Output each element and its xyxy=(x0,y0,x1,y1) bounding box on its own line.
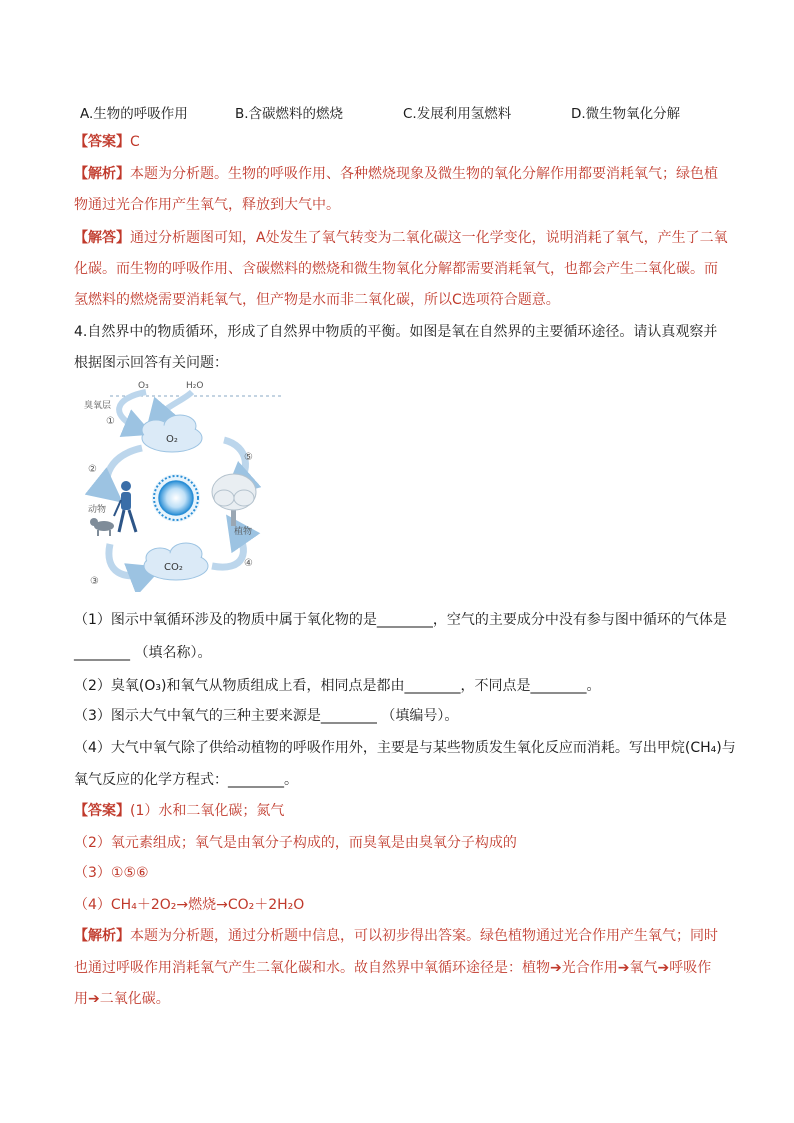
o2-cloud xyxy=(142,415,202,452)
answer-value: C xyxy=(130,134,140,150)
co2-cloud xyxy=(144,543,208,580)
analysis-label: 【解析】 xyxy=(74,166,130,182)
option-a: A.生物的呼吸作用 xyxy=(80,106,188,122)
answer-label: 【答案】 xyxy=(74,134,130,150)
q4-sub1-line1: （1）图示中氧循环涉及的物质中属于氧化物的是________，空气的主要成分中没有参与图中循环的气体是 xyxy=(74,612,727,628)
q4-sub4-line2: 氧气反应的化学方程式：________。 xyxy=(74,772,298,788)
q3-solution-line2: 化碳。而生物的呼吸作用、含碳燃料的燃烧和微生物氧化分解都需要消耗氧气，也都会产生二氧化碳。而 xyxy=(74,261,718,277)
q4-analysis-line1 xyxy=(74,926,718,946)
q4-sub1-line2: ________ （填名称）。 xyxy=(74,645,212,661)
q4-stem-line1: 4.自然界中的物质循环，形成了自然界中物质的平衡。如图是氧在自然界的主要循环途径。请认真观察并 xyxy=(74,324,718,340)
option-d: D.微生物氧化分解 xyxy=(571,106,681,122)
q4-sub4-line1: （4）大气中氧气除了供给动植物的呼吸作用外，主要是与某些物质发生氧化反应而消耗。写出甲烷(CH₄)与 xyxy=(74,740,736,756)
analysis-text: 本题为分析题。生物的呼吸作用、各种燃烧现象及微生物的氧化分解作用都要消耗氧气；绿色植 xyxy=(130,166,718,182)
q3-answer xyxy=(74,132,140,152)
oxygen-cycle-diagram xyxy=(84,376,304,592)
label-o3: O₃ xyxy=(138,381,149,391)
num-5: ⑤ xyxy=(244,452,253,463)
num-4: ④ xyxy=(244,558,253,569)
q4-answer-4: （4）CH₄＋2O₂→燃烧→CO₂＋2H₂O xyxy=(74,897,305,913)
q4-stem-line2: 根据图示回答有关问题： xyxy=(74,355,228,371)
answer-1-text: (1）水和二氧化碳；氮气 xyxy=(130,803,285,819)
option-b: B.含碳燃料的燃烧 xyxy=(235,106,344,122)
num-2: ② xyxy=(88,464,97,475)
answer-label-2: 【答案】 xyxy=(74,803,130,819)
tree-icon xyxy=(212,474,256,526)
q4-sub2: （2）臭氧(O₃)和氧气从物质组成上看，相同点是都由________，不同点是________。 xyxy=(74,678,601,694)
q4-answer-1 xyxy=(74,801,284,821)
option-c: C.发展利用氢燃料 xyxy=(403,106,512,122)
q4-sub3: （3）图示大气中氧气的三种主要来源是________ （填编号）。 xyxy=(74,708,459,724)
label-animal: 动物 xyxy=(88,505,107,515)
q3-analysis-line2: 物通过光合作用产生氧气，释放到大气中。 xyxy=(74,197,340,213)
arrow-o3-to-o2 xyxy=(119,392,146,430)
sun-icon xyxy=(152,474,200,522)
q4-answer-3: （3）①⑤⑥ xyxy=(74,865,149,881)
cloud-co2-label: CO₂ xyxy=(164,562,183,573)
analysis-2-text: 本题为分析题，通过分析题中信息，可以初步得出答案。绿色植物通过光合作用产生氧气；同时 xyxy=(130,928,718,944)
q4-answer-2: （2）氧元素组成；氧气是由氧分子构成的，而臭氧是由臭氧分子构成的 xyxy=(74,835,517,851)
arrow-3 xyxy=(109,544,150,576)
q4-analysis-line3: 用➔二氧化碳。 xyxy=(74,991,170,1007)
num-1: ① xyxy=(106,416,115,427)
q3-analysis-line1 xyxy=(74,164,718,184)
label-h2o: H₂O xyxy=(186,381,204,391)
solution-text: 通过分析题图可知，A处发生了氧气转变为二氧化碳这一化学变化，说明消耗了氧气，产生了二氧 xyxy=(130,230,728,246)
q4-analysis-line2: 也通过呼吸作用消耗氧气产生二氧化碳和水。故自然界中氧循环途径是：植物➔光合作用➔氧气➔呼吸作 xyxy=(74,960,712,976)
solution-label: 【解答】 xyxy=(74,230,130,246)
num-3: ③ xyxy=(90,576,99,587)
q3-solution-line1 xyxy=(74,228,728,248)
cloud-o2-label: O₂ xyxy=(166,434,178,445)
label-plant: 植物 xyxy=(234,527,253,537)
q3-solution-line3: 氢燃料的燃烧需要消耗氧气，但产物是水而非二氧化碳，所以C选项符合题意。 xyxy=(74,292,560,308)
analysis-label-2: 【解析】 xyxy=(74,928,130,944)
label-ozone-layer: 臭氧层 xyxy=(84,401,112,411)
